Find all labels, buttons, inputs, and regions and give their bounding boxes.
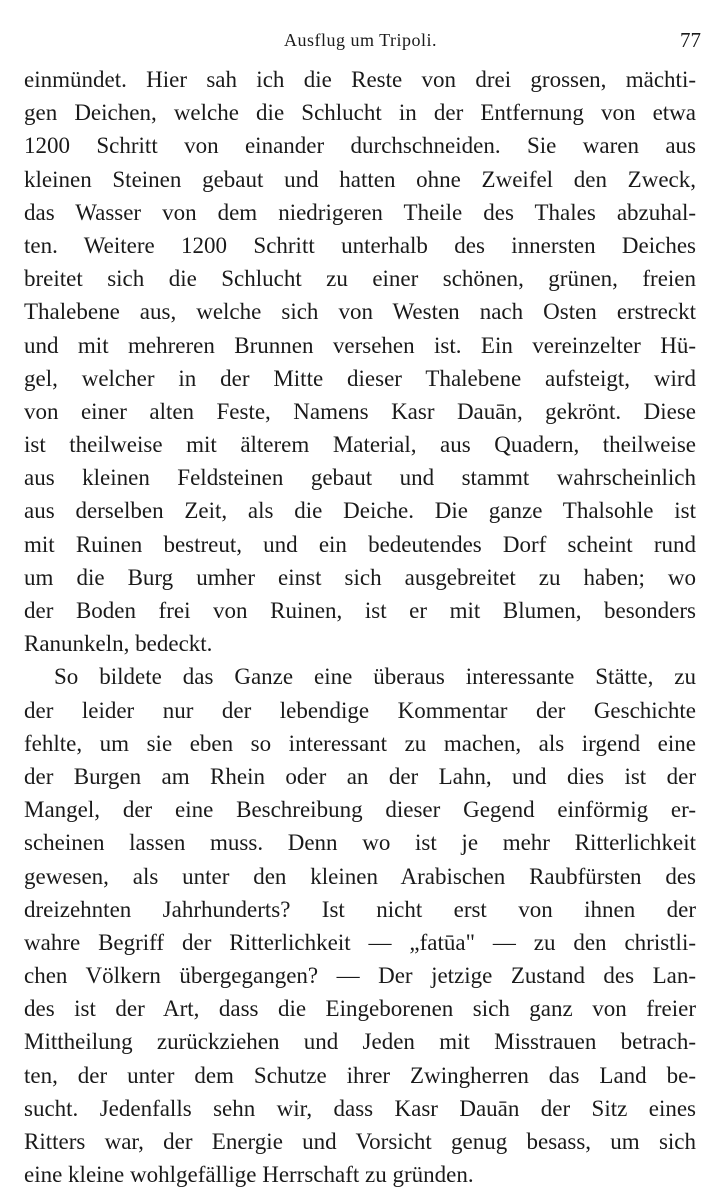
text-line: ist theilweise mit älterem Material, aus Quadern, theilweise: [24, 432, 696, 458]
text-line: wahre Begriff der Ritterlichkeit — „fatūa" — zu den christli-: [24, 929, 696, 955]
paragraph-2: [24, 660, 696, 1191]
text-line: mit Ruinen bestreut, und ein bedeutendes Dorf scheint rund: [24, 531, 696, 557]
text-line: scheinen lassen muss. Denn wo ist je mehr Ritterlichkeit: [24, 830, 696, 856]
text-line: der Boden frei von Ruinen, ist er mit Blumen, besonders: [24, 598, 696, 623]
text-line: sucht. Jedenfalls sehn wir, dass Kasr Dauān der Sitz eines: [24, 1095, 696, 1121]
text-line: gel, welcher in der Mitte dieser Thalebene aufsteigt, wird: [24, 365, 696, 391]
text-line: kleinen Steinen gebaut und hatten ohne Zweifel den Zweck,: [24, 166, 696, 192]
text-line: dreizehnten Jahrhunderts? Ist nicht erst von ihnen der: [24, 896, 696, 922]
text-line: gewesen, als unter den kleinen Arabischen Raubfürsten des: [24, 863, 696, 889]
text-line: Ritters war, der Energie und Vorsicht genug besass, um sich: [24, 1129, 696, 1154]
text-line: einmündet. Hier sah ich die Reste von drei grossen, mächti-: [24, 67, 696, 92]
text-line: breitet sich die Schlucht zu einer schönen, grünen, freien: [24, 266, 696, 292]
page-number: 77: [680, 28, 701, 52]
text-line: Mangel, der eine Beschreibung dieser Gegend einförmig er-: [24, 797, 696, 823]
text-line: der leider nur der lebendige Kommentar der Geschichte: [24, 697, 696, 723]
paragraph-1: [24, 63, 696, 660]
text-line: eine kleine wohlgefällige Herrschaft zu gründen.: [24, 1162, 474, 1188]
text-line: aus kleinen Feldsteinen gebaut und stammt wahrscheinlich: [24, 465, 696, 491]
text-line: Ranunkeln, bedeckt.: [24, 631, 213, 657]
running-head: [0, 26, 721, 56]
text-line: gen Deichen, welche die Schlucht in der Entfernung von etwa: [24, 100, 696, 126]
text-line: das Wasser von dem niedrigeren Theile des Thales abzuhal-: [24, 199, 696, 225]
text-line: Thalebene aus, welche sich von Westen nach Osten erstreckt: [24, 299, 696, 325]
text-line: fehlte, um sie eben so interessant zu machen, als irgend eine: [24, 730, 696, 756]
text-line: ten. Weitere 1200 Schritt unterhalb des innersten Deiches: [24, 232, 696, 258]
text-line: chen Völkern übergegangen? — Der jetzige Zustand des Lan-: [24, 963, 696, 989]
text-line: Mittheilung zurückziehen und Jeden mit Misstrauen betrach-: [24, 1029, 696, 1055]
text-line: aus derselben Zeit, als die Deiche. Die ganze Thalsohle ist: [24, 498, 696, 524]
text-line: 1200 Schritt von einander durchschneiden. Sie waren aus: [24, 133, 696, 159]
text-line: der Burgen am Rhein oder an der Lahn, und dies ist der: [24, 763, 696, 789]
text-line: um die Burg umher einst sich ausgebreitet zu haben; wo: [24, 564, 696, 590]
text-line: des ist der Art, dass die Eingeborenen sich ganz von freier: [24, 996, 696, 1022]
text-line: von einer alten Feste, Namens Kasr Dauān, gekrönt. Diese: [24, 398, 696, 424]
body-text: [24, 63, 696, 1191]
text-line: ten, der unter dem Schutze ihrer Zwingherren das Land be-: [24, 1062, 696, 1088]
text-line: So bildete das Ganze eine überaus interessante Stätte, zu: [54, 664, 696, 690]
running-title: Ausflug um Tripoli.: [283, 30, 438, 50]
text-line: und mit mehreren Brunnen versehen ist. Ein vereinzelter Hü-: [24, 332, 696, 358]
